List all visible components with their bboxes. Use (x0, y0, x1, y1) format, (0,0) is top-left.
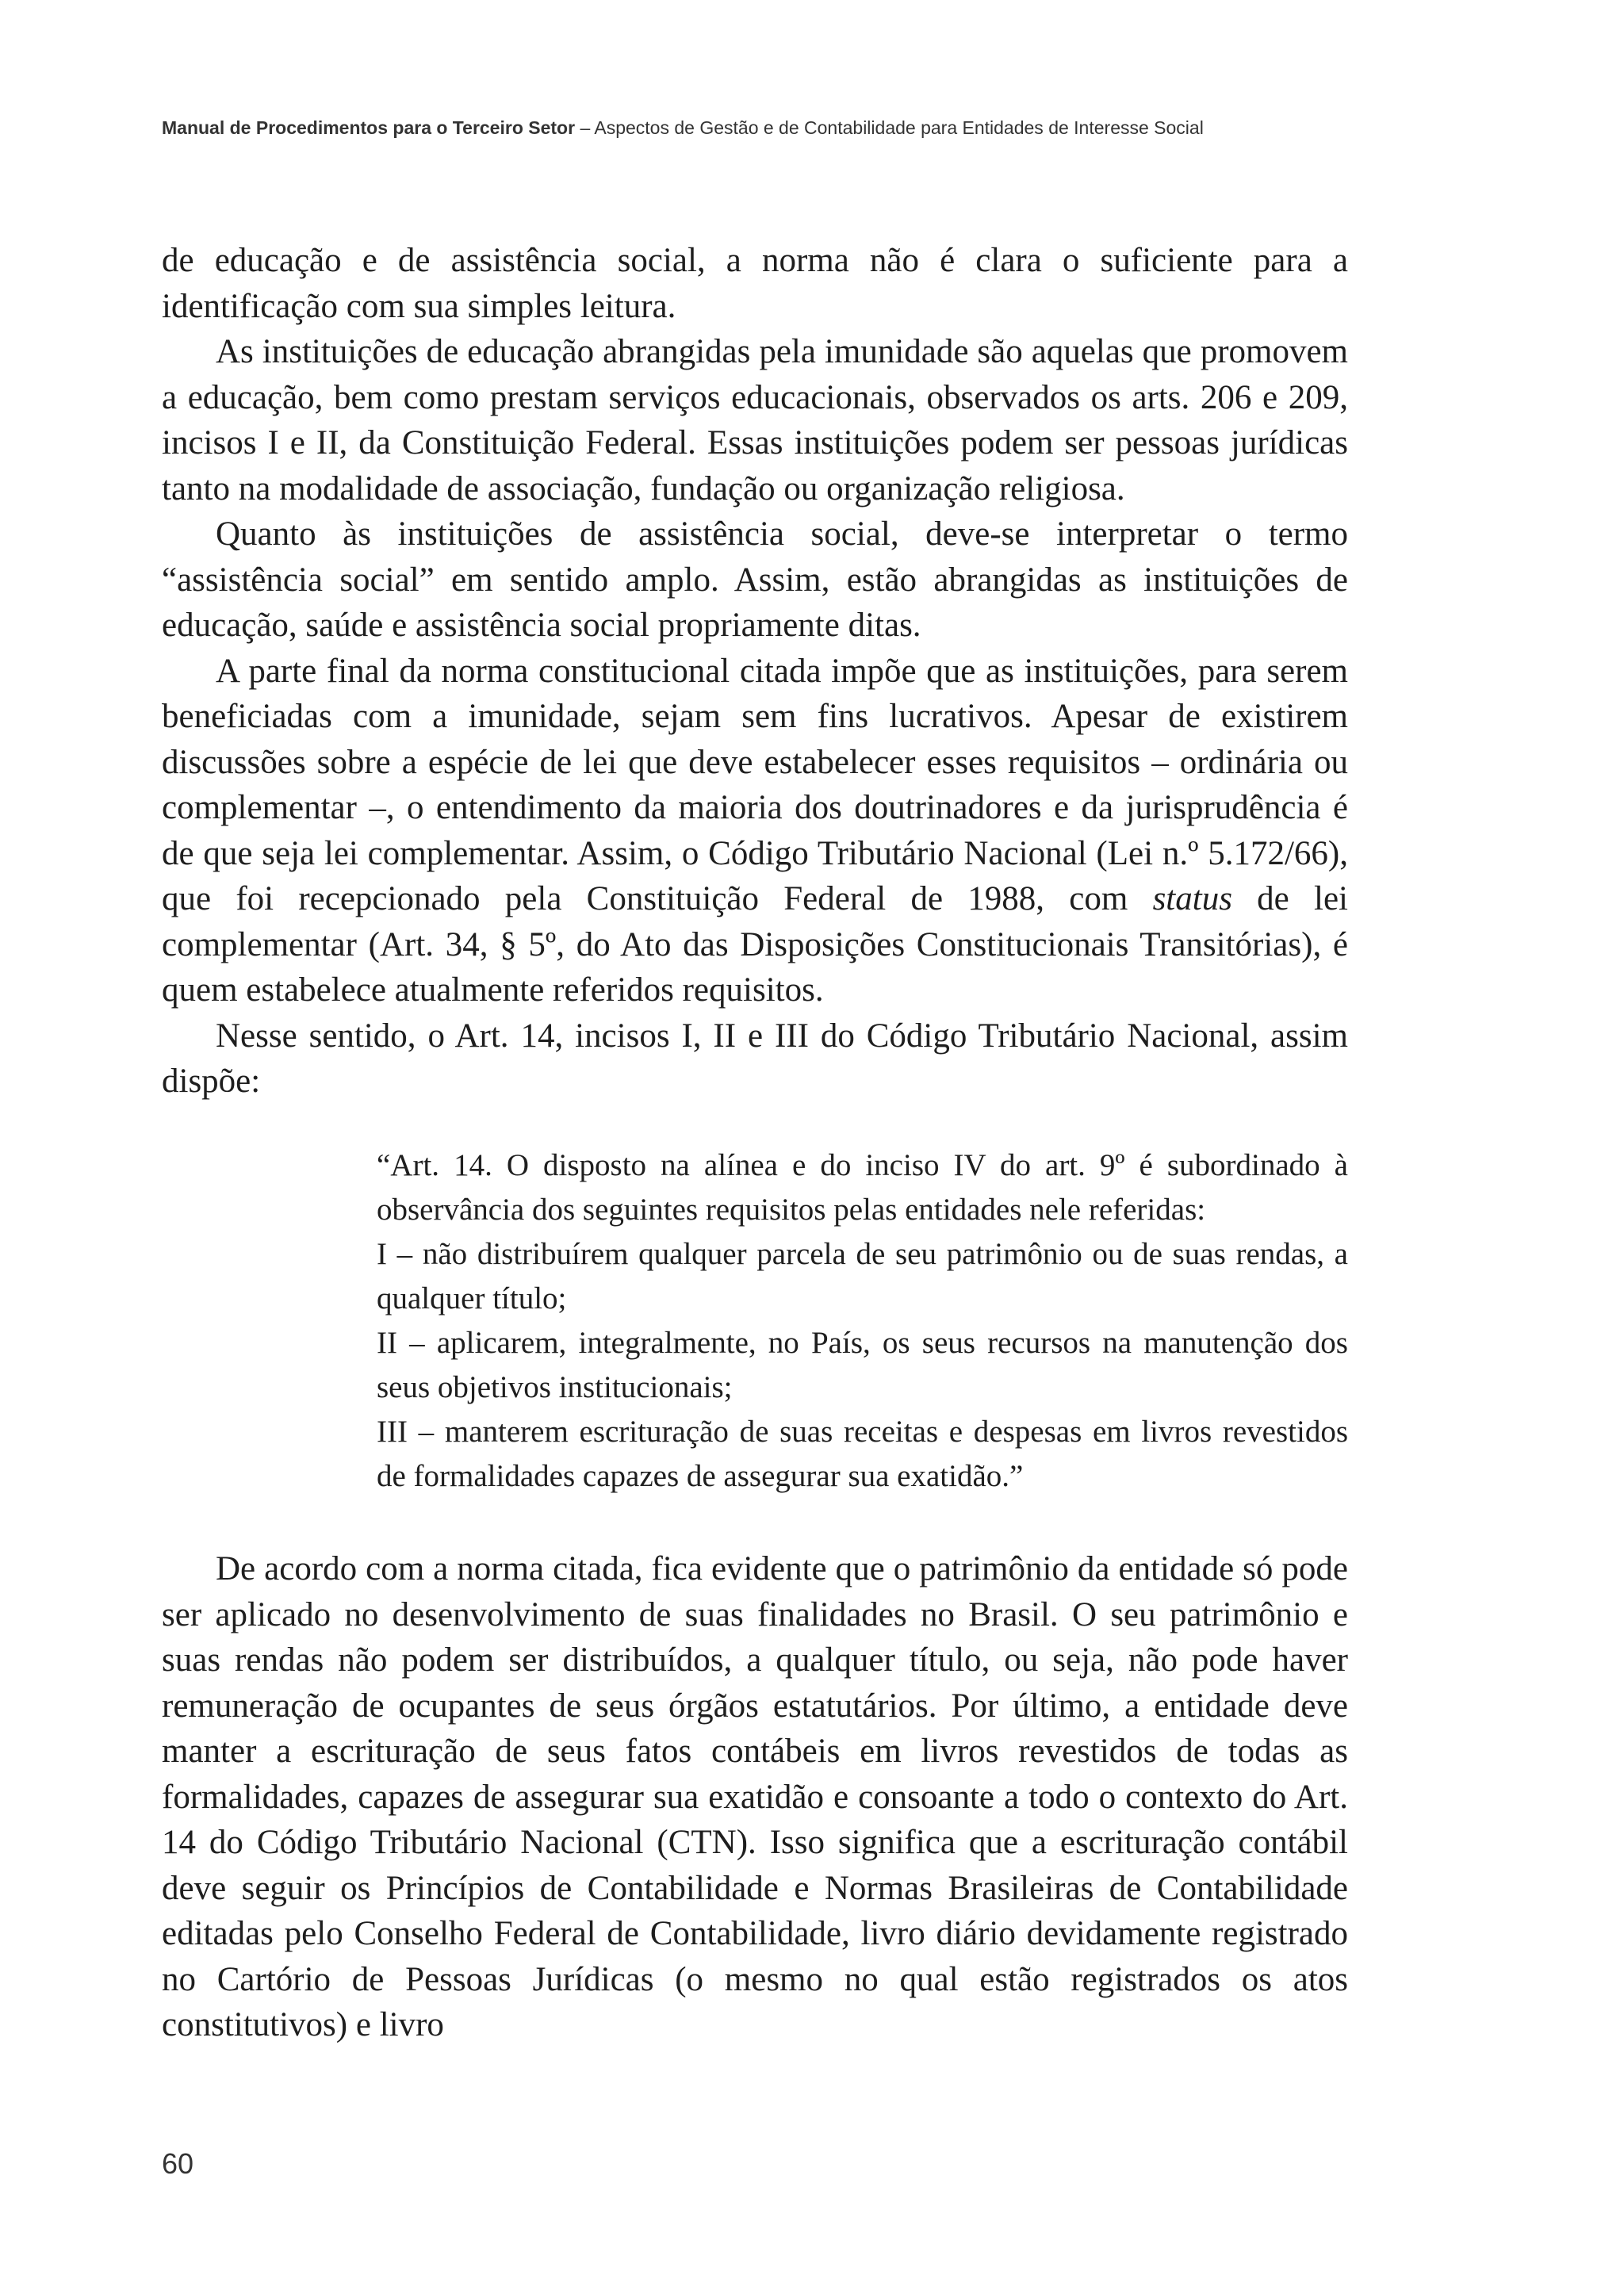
paragraph-continued: de educação e de assistência social, a norma não é clara o suficiente para a identificação com sua simples leitura. (162, 242, 1348, 325)
body-text-continued (162, 1546, 1348, 2048)
paragraph: Quanto às instituições de assistência social, deve-se interpretar o termo “assistência social” em sentido amplo. Assim, estão abrangidas as instituições de educação, saúde e assistência social propriamente ditas. (162, 515, 1348, 644)
quote-line: III – manterem escrituração de suas receitas e despesas em livros revestidos de formalidades capazes de assegurar sua exatidão.” (377, 1415, 1348, 1493)
header-title-bold: Manual de Procedimentos para o Terceiro Setor (162, 117, 576, 138)
italic-term: status (1152, 880, 1232, 917)
paragraph: Nesse sentido, o Art. 14, incisos I, II e III do Código Tributário Nacional, assim dispõe: (162, 1017, 1348, 1100)
body-text (162, 238, 1348, 1105)
running-header (162, 117, 1204, 139)
paragraph-text: A parte final da norma constitucional citada impõe que as instituições, para serem beneficiadas com a imunidade, sejam sem fins lucrativos. Apesar de existirem discussões sobre a espécie de lei que deve estabelecer esses requisitos – ordinária ou complementar –, o entendimento da maioria dos doutrinadores e da jurisprudência é de que seja lei complementar. Assim, o Código Tributário Nacional (Lei n.º 5.172/66), que foi recepcionado pela Constituição Federal de 1988, com (162, 652, 1348, 917)
header-title-rest: – Aspectos de Gestão e de Contabilidade para Entidades de Interesse Social (575, 117, 1204, 138)
paragraph-text: de lei complementar (Art. 34, § 5º, do Ato das Disposições Constitucionais Transitórias), é quem estabelece atualmente referidos requisitos. (162, 880, 1348, 1009)
page-number: 60 (162, 2147, 194, 2180)
paragraph (162, 649, 1348, 1013)
block-quote (377, 1143, 1348, 1499)
quote-line: I – não distribuírem qualquer parcela de seu patrimônio ou de suas rendas, a qualquer título; (377, 1237, 1348, 1315)
quote-line: “Art. 14. O disposto na alínea e do inciso IV do art. 9º é subordinado à observância dos seguintes requisitos pelas entidades nele referidas: (377, 1148, 1348, 1227)
quote-line: II – aplicarem, integralmente, no País, os seus recursos na manutenção dos seus objetivos institucionais; (377, 1326, 1348, 1404)
paragraph: As instituições de educação abrangidas pela imunidade são aquelas que promovem a educação, bem como prestam serviços educacionais, observados os arts. 206 e 209, incisos I e II, da Constituição Federal. Essas instituições podem ser pessoas jurídicas tanto na modalidade de associação, fundação ou organização religiosa. (162, 333, 1348, 507)
paragraph: De acordo com a norma citada, fica evidente que o patrimônio da entidade só pode ser aplicado no desenvolvimento de suas finalidades no Brasil. O seu patrimônio e suas rendas não podem ser distribuídos, a qualquer título, ou seja, não pode haver remuneração de ocupantes de seus órgãos estatutários. Por último, a entidade deve manter a escrituração de seus fatos contábeis em livros revestidos de todas as formalidades, capazes de assegurar sua exatidão e consoante a todo o contexto do Art. 14 do Código Tributário Nacional (CTN). Isso significa que a escrituração contábil deve seguir os Princípios de Contabilidade e Normas Brasileiras de Contabilidade editadas pelo Conselho Federal de Contabilidade, livro diário devidamente registrado no Cartório de Pessoas Jurídicas (o mesmo no qual estão registrados os atos constitutivos) e livro (162, 1550, 1348, 2043)
